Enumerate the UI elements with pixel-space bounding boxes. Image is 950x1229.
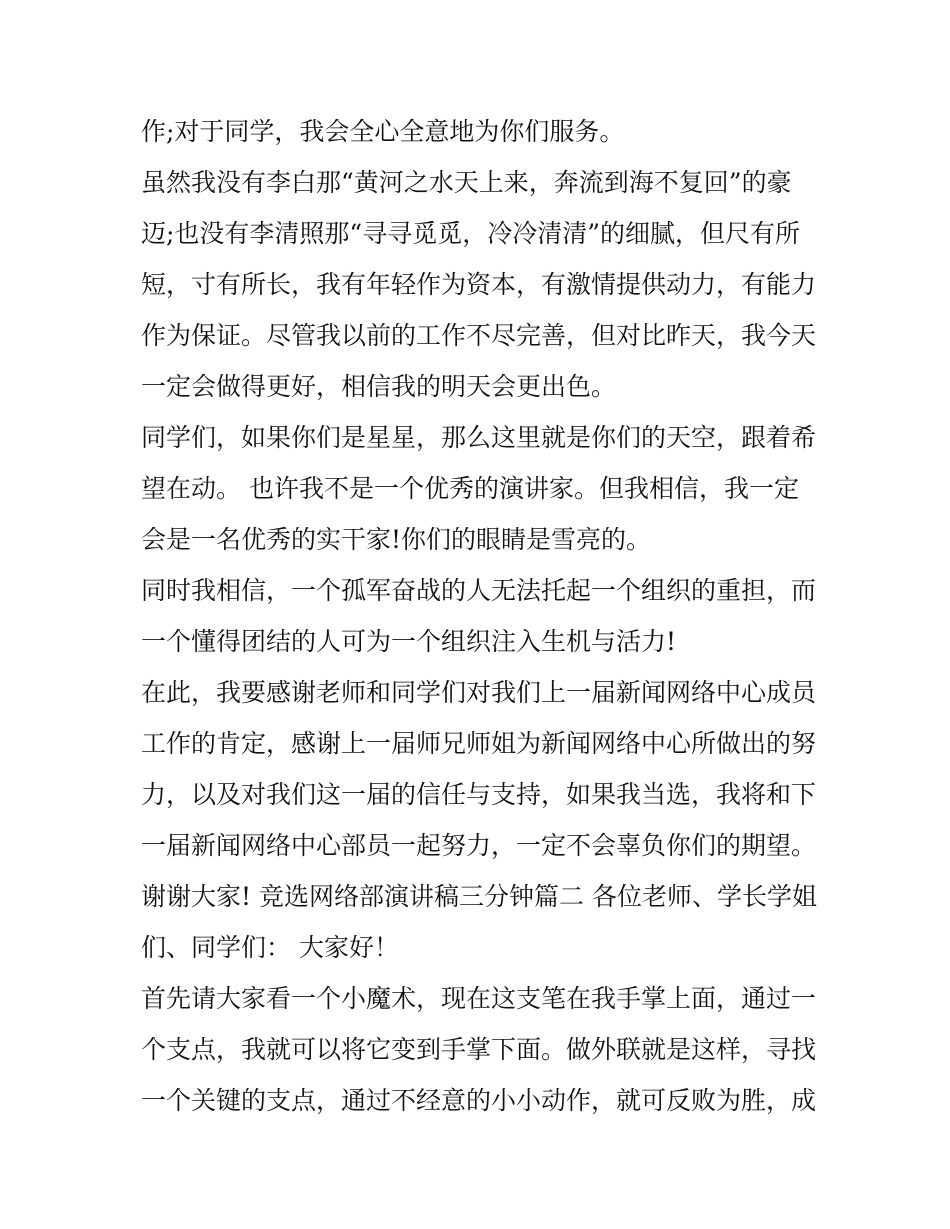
text-line-18: 首先请大家看一个小魔术，现在这支笔在我手掌上面，通过一: [141, 984, 817, 1013]
text-line-4: 短，寸有所长，我有年轻作为资本，有激情提供动力，有能力: [141, 270, 817, 299]
text-line-12: 在此，我要感谢老师和同学们对我们上一届新闻网络中心成员: [141, 678, 817, 707]
text-line-15: 一届新闻网络中心部员一起努力，一定不会辜负你们的期望。: [141, 831, 817, 860]
text-line-10: 同时我相信，一个孤军奋战的人无法托起一个组织的重担，而: [141, 576, 817, 605]
text-line-3: 迈;也没有李清照那“寻寻觅觅，冷冷清清”的细腻，但尺有所: [141, 219, 800, 248]
text-line-16: 谢谢大家! 竞选网络部演讲稿三分钟篇二 各位老师、学长学姐: [141, 882, 817, 911]
text-line-11: 一个懂得团结的人可为一个组织注入生机与活力!: [141, 627, 677, 656]
text-line-9: 会是一名优秀的实干家!你们的眼睛是雪亮的。: [141, 525, 652, 554]
text-line-1: 作;对于同学，我会全心全意地为你们服务。: [141, 117, 625, 146]
text-line-6: 一定会做得更好，相信我的明天会更出色。: [141, 372, 617, 401]
text-line-5: 作为保证。尽管我以前的工作不尽完善，但对比昨天，我今天: [141, 321, 817, 350]
text-line-13: 工作的肯定，感谢上一届师兄师姐为新闻网络中心所做出的努: [141, 729, 817, 758]
text-line-7: 同学们，如果你们是星星，那么这里就是你们的天空，跟着希: [141, 423, 817, 452]
text-line-14: 力，以及对我们这一届的信任与支持，如果我当选，我将和下: [141, 780, 817, 809]
text-line-17: 们、同学们： 大家好！: [141, 933, 399, 962]
text-line-19: 个支点，我就可以将它变到手掌下面。做外联就是这样，寻找: [141, 1035, 817, 1064]
text-line-20: 一个关键的支点，通过不经意的小小动作，就可反败为胜，成: [141, 1086, 817, 1115]
text-line-8: 望在动。 也许我不是一个优秀的演讲家。但我相信，我一定: [141, 474, 799, 503]
body-text: [141, 106, 831, 1126]
text-line-2: 虽然我没有李白那“黄河之水天上来，奔流到海不复回”的豪: [141, 168, 792, 197]
